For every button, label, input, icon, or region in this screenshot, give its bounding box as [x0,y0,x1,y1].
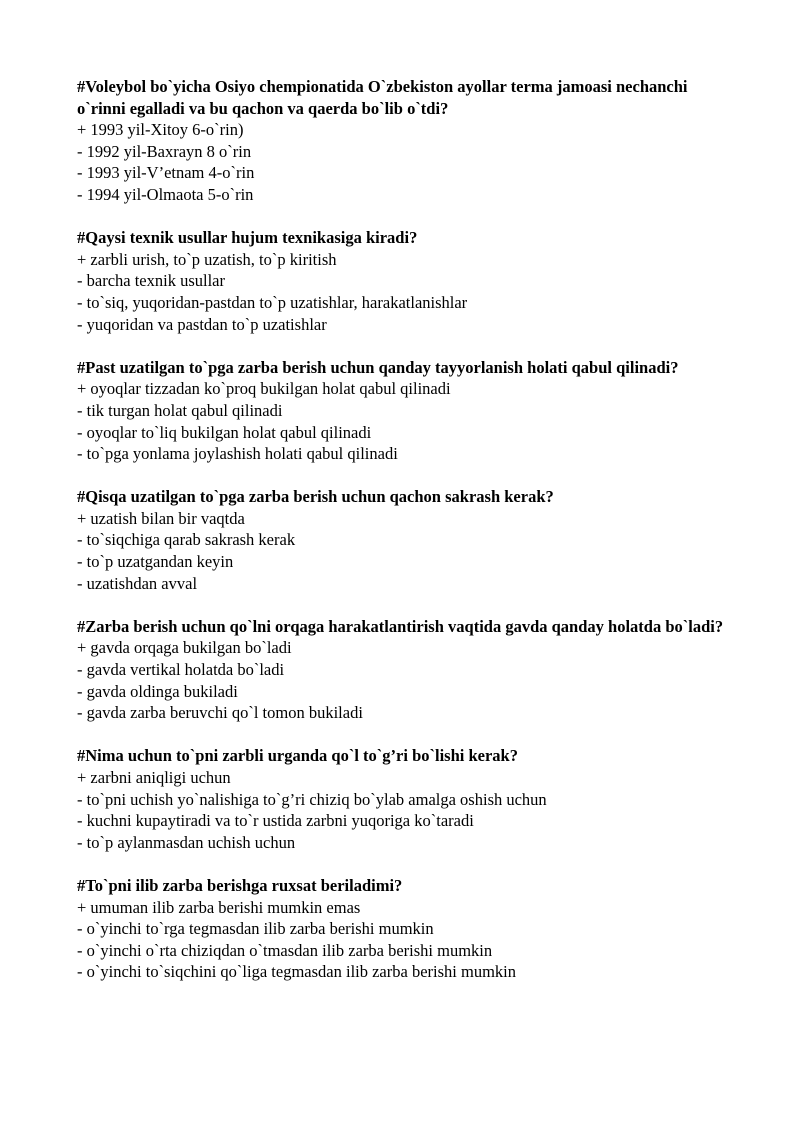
answer-option: + zarbni aniqligi uchun [77,768,231,787]
question-block-3 [77,357,737,465]
answer-option: + umuman ilib zarba berishi mumkin emas [77,897,361,917]
question-block-6 [77,745,737,853]
question-block-5 [77,616,737,724]
answer-option: - o`yinchi to`siqchini qo`liga tegmasdan ilib zarba berishi mumkin [77,962,516,982]
answer-option: - yuqoridan va pastdan to`p uzatishlar [77,314,327,334]
question-block-2 [77,227,737,335]
question-text: #Voleybol bo`yicha Osiyo chempionatida O`zbekiston ayollar terma jamoasi nechanchi o`rinni egalladi va bu qachon va qaerda bo`lib o`tdi? [77,77,688,118]
answer-option: - to`p uzatgandan keyin [77,552,234,572]
answer-option: - to`pni uchish yo`nalishiga to`g’ri chiziq bo`ylab amalga oshish uchun [77,789,547,809]
answer-option: - to`p aylanmasdan uchish uchun [77,832,296,852]
answer-option: + gavda orqaga bukilgan bo`ladi [77,638,292,658]
answer-option: - kuchni kupaytiradi va to`r ustida zarbni yuqoriga ko`taradi [77,811,474,831]
question-block-7 [77,875,737,983]
answer-option: - gavda zarba beruvchi qo`l tomon bukiladi [77,703,363,723]
answer-option: - tik turgan holat qabul qilinadi [77,400,283,420]
answer-option: - uzatishdan avval [77,573,198,593]
answer-option: + 1993 yil-Xitoy 6-o`rin) [77,120,244,140]
document-page [77,76,737,1005]
answer-option: - gavda vertikal holatda bo`ladi [77,660,285,680]
question-text: #Nima uchun to`pni zarbli urganda qo`l to`g’ri bo`lishi kerak? [77,746,518,766]
answer-option: - o`yinchi o`rta chiziqdan o`tmasdan ilib zarba berishi mumkin [77,940,493,960]
answer-option: - 1994 yil-Olmaota 5-o`rin [77,184,254,204]
question-block-4 [77,486,737,594]
answer-option: - to`siqchiga qarab sakrash kerak [77,530,296,550]
answer-option: - barcha texnik usullar [77,271,225,291]
answer-option: - o`yinchi to`rga tegmasdan ilib zarba berishi mumkin [77,919,434,939]
answer-option: - gavda oldinga bukiladi [77,681,238,701]
answer-option: - 1992 yil-Baxrayn 8 o`rin [77,141,252,161]
answer-option: + uzatish bilan bir vaqtda [77,508,245,528]
answer-option: - to`siq, yuqoridan-pastdan to`p uzatishlar, harakatlanishlar [77,292,468,312]
question-block-1 [77,76,737,206]
question-text: #Qaysi texnik usullar hujum texnikasiga kiradi? [77,228,418,248]
answer-option: - to`pga yonlama joylashish holati qabul qilinadi [77,444,398,464]
answer-option: + zarbli urish, to`p uzatish, to`p kiritish [77,249,337,269]
question-text: #To`pni ilib zarba berishga ruxsat beriladimi? [77,875,403,895]
question-text: #Past uzatilgan to`pga zarba berish uchun qanday tayyorlanish holati qabul qilinadi? [77,357,679,377]
answer-option: + oyoqlar tizzadan ko`proq bukilgan holat qabul qilinadi [77,379,451,399]
question-text: #Zarba berish uchun qo`lni orqaga harakatlantirish vaqtida gavda qanday holatda bo`ladi? [77,616,724,636]
answer-option: - oyoqlar to`liq bukilgan holat qabul qilinadi [77,422,372,442]
answer-option: - 1993 yil-V’etnam 4-o`rin [77,163,255,183]
question-text: #Qisqa uzatilgan to`pga zarba berish uchun qachon sakrash kerak? [77,487,554,507]
